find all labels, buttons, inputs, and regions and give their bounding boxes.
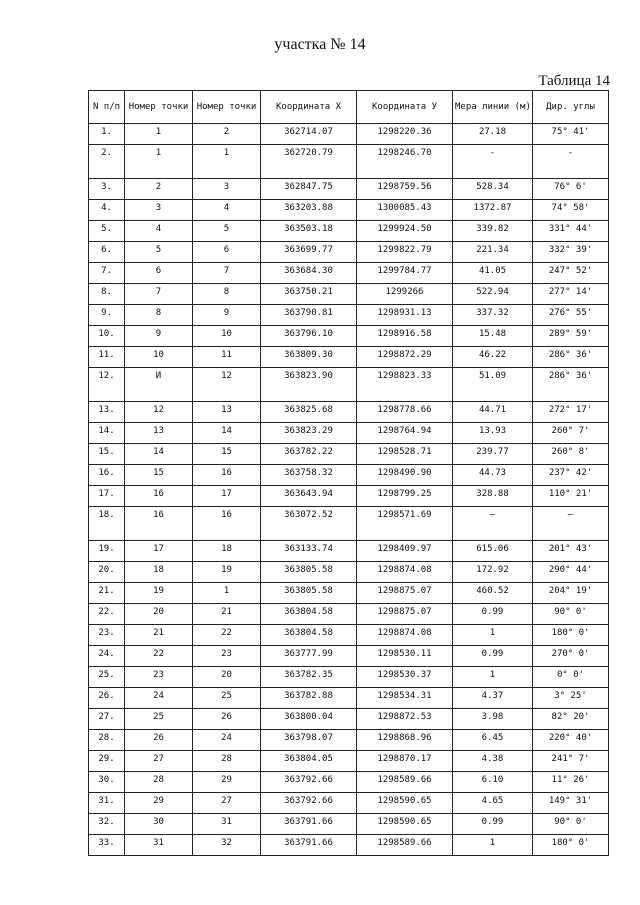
cell-coord-x: 363792.66 (261, 772, 357, 793)
cell-row-number: 16. (89, 465, 125, 486)
cell-coord-y: 1299266 (357, 284, 453, 305)
cell-point-from: 9 (125, 326, 193, 347)
cell-point-from: 17 (125, 541, 193, 562)
cell-direction-angle: 180° 0' (533, 835, 609, 856)
cell-direction-angle: 0° 0' (533, 667, 609, 688)
cell-row-number: 18. (89, 507, 125, 541)
cell-point-to: 17 (193, 486, 261, 507)
cell-row-number: 20. (89, 562, 125, 583)
cell-coord-x: 363791.66 (261, 835, 357, 856)
cell-row-number: 24. (89, 646, 125, 667)
cell-row-number: 21. (89, 583, 125, 604)
table-row (89, 541, 609, 562)
cell-coord-x: 363823.29 (261, 423, 357, 444)
cell-point-to: 15 (193, 444, 261, 465)
cell-row-number: 15. (89, 444, 125, 465)
cell-point-to: 27 (193, 793, 261, 814)
cell-line-length: 528.34 (453, 179, 533, 200)
cell-direction-angle: 286° 36' (533, 347, 609, 368)
cell-point-from: 24 (125, 688, 193, 709)
cell-point-to: 16 (193, 465, 261, 486)
cell-direction-angle: 201° 43' (533, 541, 609, 562)
table-row (89, 145, 609, 179)
cell-line-length: 4.38 (453, 751, 533, 772)
cell-row-number: 23. (89, 625, 125, 646)
cell-coord-x: 363684.30 (261, 263, 357, 284)
cell-row-number: 33. (89, 835, 125, 856)
cell-direction-angle: 260° 8' (533, 444, 609, 465)
cell-point-to: 18 (193, 541, 261, 562)
cell-coord-y: 1298764.94 (357, 423, 453, 444)
cell-point-from: 26 (125, 730, 193, 751)
cell-direction-angle: 75° 41' (533, 124, 609, 145)
cell-point-from: 6 (125, 263, 193, 284)
cell-line-length: — (453, 507, 533, 541)
cell-direction-angle: 277° 14' (533, 284, 609, 305)
cell-line-length: 4.37 (453, 688, 533, 709)
cell-direction-angle: 149° 31' (533, 793, 609, 814)
cell-direction-angle: 82° 20' (533, 709, 609, 730)
cell-row-number: 13. (89, 402, 125, 423)
cell-point-from: 31 (125, 835, 193, 856)
cell-coord-y: 1298528.71 (357, 444, 453, 465)
cell-coord-y: 1298872.53 (357, 709, 453, 730)
cell-row-number: 12. (89, 368, 125, 402)
table-row (89, 347, 609, 368)
cell-coord-x: 363643.94 (261, 486, 357, 507)
cell-point-from: 25 (125, 709, 193, 730)
cell-coord-y: 1298490.90 (357, 465, 453, 486)
cell-coord-y: 1298530.37 (357, 667, 453, 688)
table-row (89, 507, 609, 541)
cell-coord-y: 1298875.07 (357, 604, 453, 625)
cell-direction-angle: 331° 44' (533, 221, 609, 242)
cell-coord-x: 363805.58 (261, 583, 357, 604)
cell-point-from: 19 (125, 583, 193, 604)
cell-row-number: 28. (89, 730, 125, 751)
cell-point-to: 32 (193, 835, 261, 856)
col-header-coord-x: Координата X (261, 91, 357, 124)
table-row (89, 221, 609, 242)
cell-point-to: 9 (193, 305, 261, 326)
cell-point-to: 14 (193, 423, 261, 444)
cell-row-number: 29. (89, 751, 125, 772)
cell-direction-angle: - (533, 145, 609, 179)
cell-line-length: 522.94 (453, 284, 533, 305)
cell-line-length: 1 (453, 835, 533, 856)
cell-point-to: 8 (193, 284, 261, 305)
cell-point-from: 4 (125, 221, 193, 242)
cell-line-length: 460.52 (453, 583, 533, 604)
cell-point-from: 1 (125, 145, 193, 179)
cell-line-length: 0.99 (453, 646, 533, 667)
cell-row-number: 10. (89, 326, 125, 347)
cell-point-to: 19 (193, 562, 261, 583)
cell-point-to: 10 (193, 326, 261, 347)
cell-point-to: 26 (193, 709, 261, 730)
table-row (89, 179, 609, 200)
table-row (89, 793, 609, 814)
cell-point-from: 14 (125, 444, 193, 465)
col-header-point-to: Номер точки (193, 91, 261, 124)
cell-coord-x: 363758.32 (261, 465, 357, 486)
cell-coord-x: 362720.79 (261, 145, 357, 179)
table-row (89, 625, 609, 646)
cell-coord-y: 1298589.66 (357, 772, 453, 793)
cell-coord-y: 1298778.66 (357, 402, 453, 423)
cell-direction-angle: 241° 7' (533, 751, 609, 772)
cell-point-from: 16 (125, 486, 193, 507)
cell-point-from: 2 (125, 179, 193, 200)
cell-line-length: 51.09 (453, 368, 533, 402)
table-row (89, 263, 609, 284)
cell-line-length: 221.34 (453, 242, 533, 263)
table-row (89, 835, 609, 856)
cell-row-number: 19. (89, 541, 125, 562)
cell-line-length: 0.99 (453, 604, 533, 625)
cell-coord-x: 362847.75 (261, 179, 357, 200)
cell-direction-angle: 247° 52' (533, 263, 609, 284)
table-row (89, 124, 609, 145)
cell-point-to: 1 (193, 145, 261, 179)
cell-line-length: 15.48 (453, 326, 533, 347)
cell-row-number: 25. (89, 667, 125, 688)
table-row (89, 583, 609, 604)
cell-coord-y: 1298409.97 (357, 541, 453, 562)
cell-direction-angle: 272° 17' (533, 402, 609, 423)
cell-line-length: 337.32 (453, 305, 533, 326)
cell-coord-y: 1298534.31 (357, 688, 453, 709)
header-row (89, 91, 609, 124)
table-row (89, 562, 609, 583)
cell-direction-angle: 276° 55' (533, 305, 609, 326)
cell-point-from: 23 (125, 667, 193, 688)
cell-row-number: 5. (89, 221, 125, 242)
cell-coord-x: 363790.81 (261, 305, 357, 326)
page-heading: участка № 14 (274, 36, 366, 53)
cell-line-length: - (453, 145, 533, 179)
cell-coord-x: 362714.07 (261, 124, 357, 145)
cell-coord-y: 1298931.13 (357, 305, 453, 326)
coordinates-table (88, 90, 609, 856)
cell-row-number: 22. (89, 604, 125, 625)
cell-line-length: 339.82 (453, 221, 533, 242)
cell-coord-y: 1298590.65 (357, 793, 453, 814)
cell-line-length: 41.05 (453, 263, 533, 284)
cell-coord-y: 1298916.58 (357, 326, 453, 347)
cell-coord-x: 363798.07 (261, 730, 357, 751)
table-label: Таблица 14 (538, 73, 610, 89)
cell-direction-angle: 11° 26' (533, 772, 609, 793)
cell-point-to: 4 (193, 200, 261, 221)
cell-coord-x: 363823.90 (261, 368, 357, 402)
cell-direction-angle: 180° 0' (533, 625, 609, 646)
cell-direction-angle: 237° 42' (533, 465, 609, 486)
table-row (89, 368, 609, 402)
cell-row-number: 17. (89, 486, 125, 507)
cell-point-to: 5 (193, 221, 261, 242)
cell-line-length: 172.92 (453, 562, 533, 583)
cell-point-to: 16 (193, 507, 261, 541)
cell-row-number: 31. (89, 793, 125, 814)
cell-coord-y: 1298220.36 (357, 124, 453, 145)
cell-point-to: 12 (193, 368, 261, 402)
cell-point-to: 29 (193, 772, 261, 793)
cell-line-length: 1372.87 (453, 200, 533, 221)
cell-direction-angle: 286° 36' (533, 368, 609, 402)
cell-line-length: 6.10 (453, 772, 533, 793)
cell-point-to: 24 (193, 730, 261, 751)
table-row (89, 305, 609, 326)
cell-row-number: 27. (89, 709, 125, 730)
cell-point-to: 20 (193, 667, 261, 688)
cell-coord-x: 363800.04 (261, 709, 357, 730)
cell-coord-y: 1298571.69 (357, 507, 453, 541)
table-row (89, 402, 609, 423)
table-row (89, 200, 609, 221)
col-header-direction-angle: Дир. углы (533, 91, 609, 124)
col-header-point-from: Номер точки (125, 91, 193, 124)
cell-point-from: 7 (125, 284, 193, 305)
cell-coord-y: 1299924.50 (357, 221, 453, 242)
cell-point-from: И (125, 368, 193, 402)
cell-line-length: 3.98 (453, 709, 533, 730)
cell-direction-angle: 90° 0' (533, 604, 609, 625)
cell-point-from: 27 (125, 751, 193, 772)
cell-line-length: 0.99 (453, 814, 533, 835)
col-header-line-length: Мера линии (м) (453, 91, 533, 124)
table-row (89, 772, 609, 793)
cell-direction-angle: 90° 0' (533, 814, 609, 835)
table-row (89, 326, 609, 347)
cell-coord-x: 363133.74 (261, 541, 357, 562)
cell-point-from: 22 (125, 646, 193, 667)
cell-coord-x: 363782.88 (261, 688, 357, 709)
cell-coord-x: 363782.35 (261, 667, 357, 688)
cell-point-from: 20 (125, 604, 193, 625)
cell-line-length: 44.73 (453, 465, 533, 486)
table-row (89, 688, 609, 709)
cell-point-to: 2 (193, 124, 261, 145)
table-row (89, 709, 609, 730)
cell-coord-y: 1298759.56 (357, 179, 453, 200)
cell-direction-angle: 3° 25' (533, 688, 609, 709)
cell-point-to: 7 (193, 263, 261, 284)
cell-point-from: 13 (125, 423, 193, 444)
table-row (89, 667, 609, 688)
cell-coord-y: 1298530.11 (357, 646, 453, 667)
cell-coord-y: 1298823.33 (357, 368, 453, 402)
table-row (89, 751, 609, 772)
cell-direction-angle: 110° 21' (533, 486, 609, 507)
cell-coord-y: 1298799.25 (357, 486, 453, 507)
cell-coord-y: 1298872.29 (357, 347, 453, 368)
cell-row-number: 2. (89, 145, 125, 179)
cell-point-to: 23 (193, 646, 261, 667)
cell-coord-x: 363777.99 (261, 646, 357, 667)
cell-point-to: 22 (193, 625, 261, 646)
cell-coord-x: 363503.18 (261, 221, 357, 242)
cell-point-to: 3 (193, 179, 261, 200)
cell-row-number: 8. (89, 284, 125, 305)
cell-line-length: 44.71 (453, 402, 533, 423)
table-body (89, 124, 609, 856)
cell-row-number: 4. (89, 200, 125, 221)
cell-point-from: 30 (125, 814, 193, 835)
cell-line-length: 13.93 (453, 423, 533, 444)
cell-direction-angle: 270° 0' (533, 646, 609, 667)
cell-coord-y: 1299784.77 (357, 263, 453, 284)
cell-direction-angle: 332° 39' (533, 242, 609, 263)
cell-point-to: 6 (193, 242, 261, 263)
cell-coord-x: 363809.30 (261, 347, 357, 368)
cell-row-number: 7. (89, 263, 125, 284)
cell-row-number: 30. (89, 772, 125, 793)
cell-coord-x: 363796.10 (261, 326, 357, 347)
cell-coord-x: 363699.77 (261, 242, 357, 263)
cell-line-length: 1 (453, 667, 533, 688)
cell-point-from: 10 (125, 347, 193, 368)
cell-direction-angle: 289° 59' (533, 326, 609, 347)
cell-point-to: 28 (193, 751, 261, 772)
cell-line-length: 615.06 (453, 541, 533, 562)
cell-direction-angle: 290° 44' (533, 562, 609, 583)
cell-row-number: 6. (89, 242, 125, 263)
cell-row-number: 26. (89, 688, 125, 709)
cell-line-length: 46.22 (453, 347, 533, 368)
cell-row-number: 9. (89, 305, 125, 326)
cell-point-from: 1 (125, 124, 193, 145)
cell-line-length: 328.88 (453, 486, 533, 507)
cell-coord-y: 1300085.43 (357, 200, 453, 221)
col-header-coord-y: Координата У (357, 91, 453, 124)
table-row (89, 814, 609, 835)
cell-coord-x: 363791.66 (261, 814, 357, 835)
cell-coord-y: 1298589.66 (357, 835, 453, 856)
cell-coord-y: 1298874.08 (357, 625, 453, 646)
cell-line-length: 6.45 (453, 730, 533, 751)
table-row (89, 444, 609, 465)
table-row (89, 242, 609, 263)
cell-row-number: 3. (89, 179, 125, 200)
cell-row-number: 32. (89, 814, 125, 835)
cell-coord-y: 1298246.70 (357, 145, 453, 179)
cell-coord-y: 1298870.17 (357, 751, 453, 772)
table-row (89, 730, 609, 751)
cell-coord-x: 363805.58 (261, 562, 357, 583)
table-row (89, 423, 609, 444)
cell-line-length: 4.65 (453, 793, 533, 814)
cell-line-length: 1 (453, 625, 533, 646)
table-row (89, 646, 609, 667)
cell-direction-angle: 76° 6' (533, 179, 609, 200)
cell-point-from: 15 (125, 465, 193, 486)
cell-point-to: 25 (193, 688, 261, 709)
cell-point-to: 11 (193, 347, 261, 368)
col-header-number: N п/п (89, 91, 125, 124)
cell-direction-angle: — (533, 507, 609, 541)
cell-coord-x: 363792.66 (261, 793, 357, 814)
cell-direction-angle: 74° 58' (533, 200, 609, 221)
cell-coord-x: 363825.68 (261, 402, 357, 423)
cell-point-to: 1 (193, 583, 261, 604)
cell-coord-x: 363804.58 (261, 625, 357, 646)
cell-point-to: 21 (193, 604, 261, 625)
cell-coord-y: 1298874.08 (357, 562, 453, 583)
cell-direction-angle: 260° 7' (533, 423, 609, 444)
cell-row-number: 14. (89, 423, 125, 444)
cell-point-from: 29 (125, 793, 193, 814)
cell-point-from: 21 (125, 625, 193, 646)
cell-coord-x: 363804.58 (261, 604, 357, 625)
cell-direction-angle: 204° 19' (533, 583, 609, 604)
table-row (89, 465, 609, 486)
cell-coord-x: 363804.05 (261, 751, 357, 772)
cell-point-to: 31 (193, 814, 261, 835)
cell-line-length: 27.18 (453, 124, 533, 145)
cell-point-from: 16 (125, 507, 193, 541)
cell-point-from: 3 (125, 200, 193, 221)
table-row (89, 604, 609, 625)
table-row (89, 284, 609, 305)
cell-coord-y: 1298868.96 (357, 730, 453, 751)
cell-point-from: 18 (125, 562, 193, 583)
cell-coord-y: 1298875.07 (357, 583, 453, 604)
cell-coord-y: 1298590.65 (357, 814, 453, 835)
cell-direction-angle: 220° 40' (533, 730, 609, 751)
cell-point-from: 5 (125, 242, 193, 263)
cell-coord-x: 363750.21 (261, 284, 357, 305)
table-row (89, 486, 609, 507)
cell-coord-x: 363203.88 (261, 200, 357, 221)
cell-row-number: 11. (89, 347, 125, 368)
cell-row-number: 1. (89, 124, 125, 145)
cell-point-from: 28 (125, 772, 193, 793)
cell-coord-y: 1299822.79 (357, 242, 453, 263)
cell-line-length: 239.77 (453, 444, 533, 465)
cell-point-to: 13 (193, 402, 261, 423)
cell-coord-x: 363782.22 (261, 444, 357, 465)
cell-coord-x: 363072.52 (261, 507, 357, 541)
cell-point-from: 12 (125, 402, 193, 423)
cell-point-from: 8 (125, 305, 193, 326)
